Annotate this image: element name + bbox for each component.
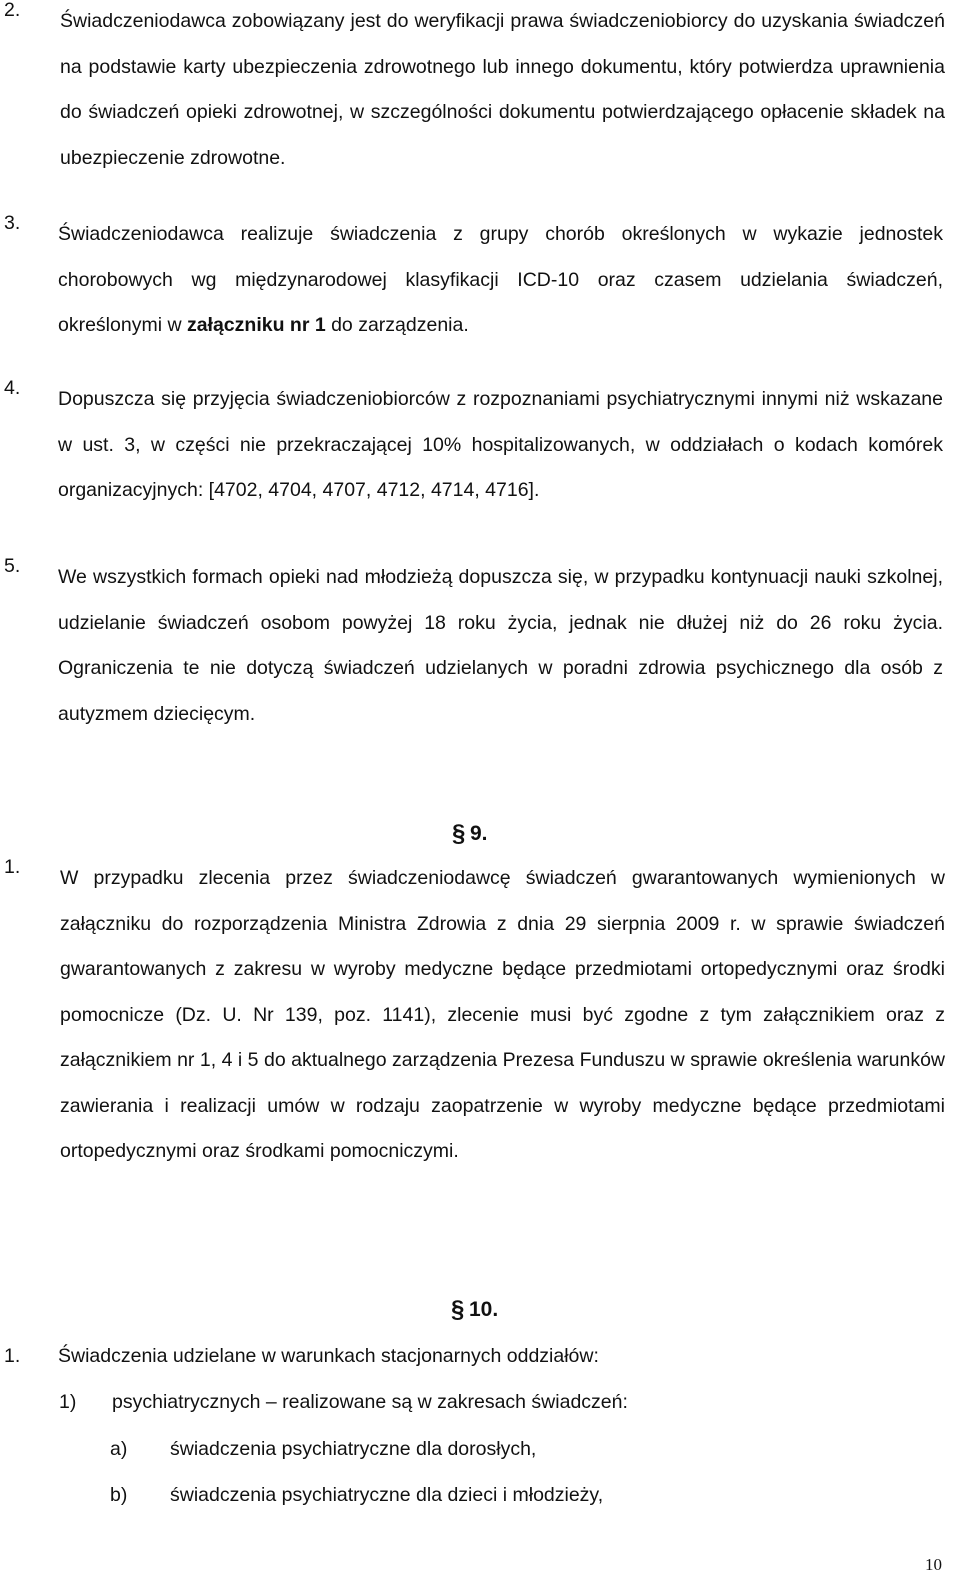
list-item-number: 1)	[59, 1391, 77, 1413]
paragraph-text: Dopuszcza się przyjęcia świadczeniobiorców z rozpoznaniami psychiatrycznymi innymi niż wskazane w ust. 3, w części nie przekraczającej 10% hospitalizowanych, w oddziałach o kodach komórek organizacyjnych: [4702, 4704, 4707, 4712, 4714, 4716].	[58, 388, 943, 501]
paragraph-number: 5.	[4, 555, 21, 577]
attachment-reference: załączniku nr 1	[186, 314, 326, 336]
paragraph-number: 1.	[4, 1345, 21, 1367]
paragraph-number: 2.	[4, 0, 21, 21]
list-item-text: świadczenia psychiatryczne dla dzieci i młodzieży,	[170, 1484, 604, 1506]
section-symbol: §	[451, 1296, 465, 1323]
section-symbol: §	[452, 820, 466, 847]
paragraph-text: Świadczenia udzielane w warunkach stacjonarnych oddziałów:	[58, 1345, 599, 1367]
section-number: 9.	[470, 822, 488, 845]
paragraph-text: We wszystkich formach opieki nad młodzieżą dopuszcza się, w przypadku kontynuacji nauki szkolnej, udzielanie świadczeń osobom powyżej 18 roku życia, jednak nie dłużej niż do 26 roku życia. Ograniczenia te nie dotyczą świadczeń udzielanych w poradni zdrowia psychicznego dla osób z autyzmem dziecięcym.	[58, 566, 943, 725]
list-item-text: świadczenia psychiatryczne dla dorosłych,	[170, 1438, 537, 1460]
list-item-text: psychiatrycznych – realizowane są w zakresach świadczeń:	[112, 1391, 628, 1413]
paragraph-number: 3.	[4, 212, 21, 234]
list-item-letter: a)	[110, 1438, 128, 1460]
page-number: 10	[925, 1555, 942, 1574]
paragraph-text: Świadczeniodawca zobowiązany jest do weryfikacji prawa świadczeniobiorcy do uzyskania świadczeń na podstawie karty ubezpieczenia zdrowotnego lub innego dokumentu, który potwierdza uprawnienia do świadczeń opieki zdrowotnej, w szczególności dokumentu potwierdzającego opłacenie składek na ubezpieczenie zdrowotne.	[60, 10, 945, 169]
paragraph-number: 1.	[4, 856, 21, 878]
paragraph-text: W przypadku zlecenia przez świadczeniodawcę świadczeń gwarantowanych wymienionych w załączniku do rozporządzenia Ministra Zdrowia z dnia 29 sierpnia 2009 r. w sprawie świadczeń gwarantowanych z zakresu w wyroby medyczne będące przedmiotami ortopedycznymi oraz środki pomocnicze (Dz. U. Nr 139, poz. 1141), zlecenie musi być zgodne z tym załącznikiem oraz z załącznikiem nr 1, 4 i 5 do aktualnego zarządzenia Prezesa Funduszu w sprawie określenia warunków zawierania i realizacji umów w rodzaju zaopatrzenie w wyroby medyczne będące przedmiotami ortopedycznymi oraz środkami pomocniczymi.	[60, 867, 945, 1162]
section-number: 10.	[469, 1298, 499, 1321]
paragraph-number: 4.	[4, 377, 21, 399]
list-item-letter: b)	[110, 1484, 128, 1506]
paragraph-text: Świadczeniodawca realizuje świadczenia z grupy chorób określonych w wykazie jednostek chorobowych wg międzynarodowej klasyfikacji ICD-10 oraz czasem udzielania świadczeń, określonymi w załączniku nr 1 do zarządzenia.	[58, 223, 943, 336]
